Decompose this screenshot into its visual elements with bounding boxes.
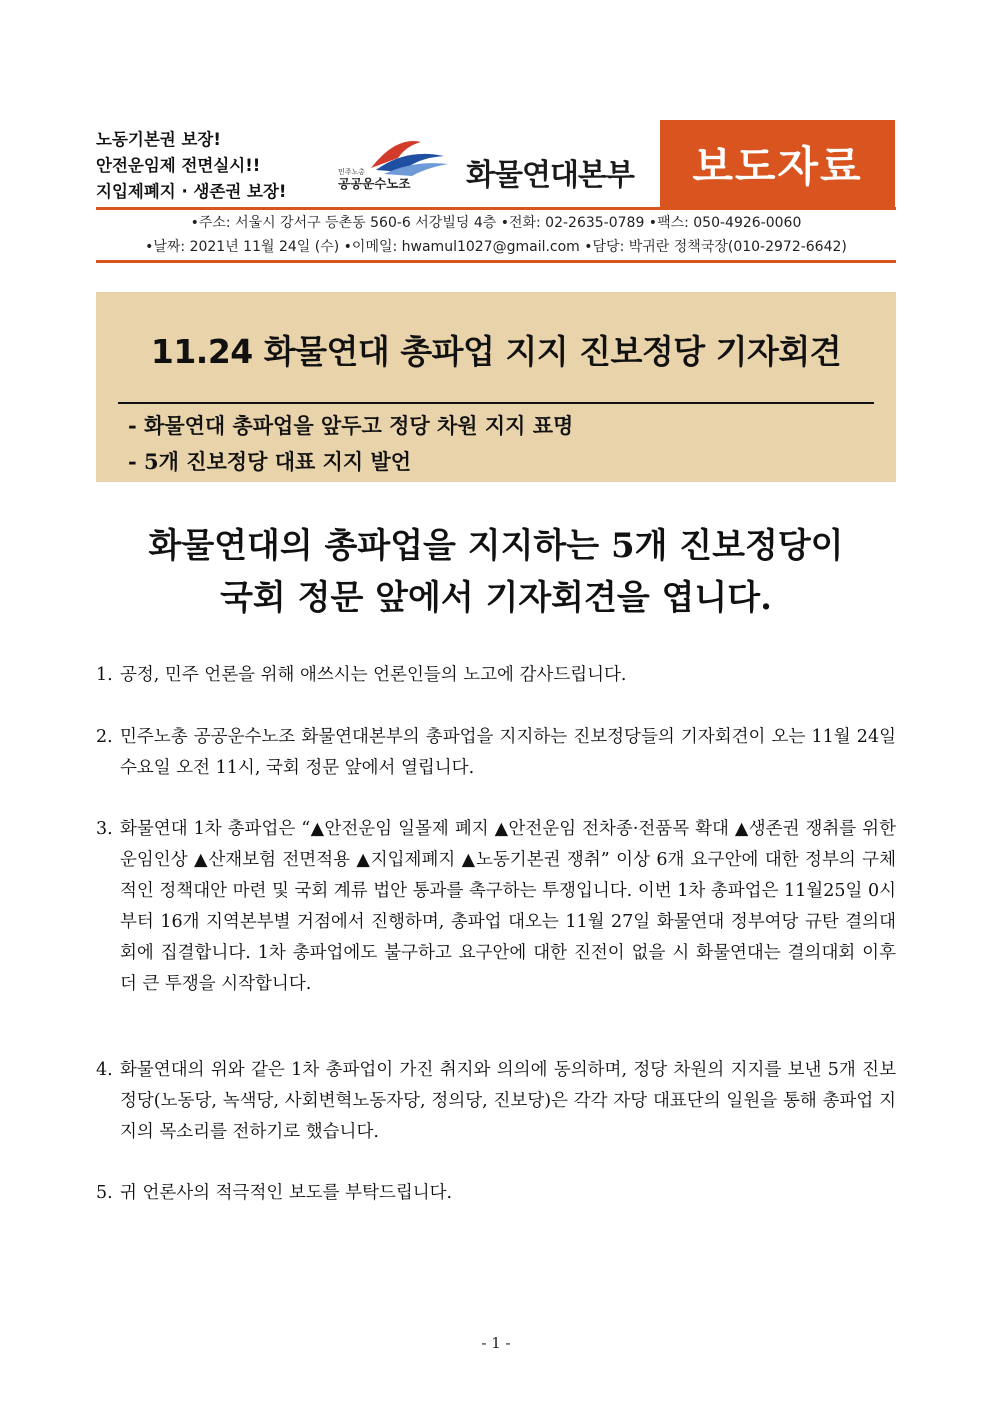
- paragraph-3: [96, 814, 896, 1000]
- paragraph-number: 3.: [96, 819, 113, 839]
- document-title: 11.24 화물연대 총파업 지지 진보정당 기자회견: [150, 332, 842, 371]
- paragraph-text: 공정, 민주 언론을 위해 애쓰시는 언론인들의 노고에 감사드립니다.: [120, 665, 627, 685]
- paragraph-number: 4.: [96, 1060, 113, 1080]
- paragraph-1: [96, 660, 896, 691]
- paragraph-number: 5.: [96, 1183, 113, 1203]
- paragraph-number: 2.: [96, 727, 113, 747]
- logo-small-text: 민주노총: [338, 168, 366, 176]
- header-divider-top: [96, 207, 896, 210]
- logo-union-text: 공공운수노조: [338, 176, 411, 191]
- contact-line-2: •날짜: 2021년 11월 24일 (수) •이메일: hwamul1027@gmail.com •담당: 박귀란 정책국장(010-2972-6642): [145, 239, 847, 255]
- paragraph-text: 화물연대 1차 총파업은 “▲안전운임 일몰제 폐지 ▲안전운임 전차종·전품목 확대 ▲생존권 쟁취를 위한 운임인상 ▲산재보험 전면적용 ▲지입제폐지 ▲노동기본권 쟁취” 이상 6개 요구안에 대한 정부의 구체적인 정책대안 마련 및 국회 계류 법안 통과를 촉구하는 투쟁입니다. 이번 1차 총파업은 11월25일 0시부터 16개 지역본부별 거점에서 진행하며, 총파업 대오는 11월 27일 화물연대 정부여당 규탄 결의대회에 집결합니다. 1차 총파업에도 불구하고 요구안에 대한 진전이 없을 시 화물연대는 결의대회 이후 더 큰 투쟁을 시작합니다.: [120, 819, 896, 994]
- union-logo: [336, 128, 466, 198]
- paragraph-number: 1.: [96, 665, 113, 685]
- contact-line-1: •주소: 서울시 강서구 등촌동 560-6 서강빌딩 4층 •전화: 02-2635-0789 •팩스: 050-4926-0060: [190, 215, 802, 231]
- slogan-2: 안전운임제 전면실시!!: [96, 156, 261, 175]
- org-name: 화물연대본부: [466, 158, 634, 193]
- title-divider: [118, 402, 874, 404]
- paragraph-4: [96, 1055, 896, 1148]
- headline-line-1: 화물연대의 총파업을 지지하는 5개 진보정당이: [148, 526, 844, 566]
- paragraph-text: 귀 언론사의 적극적인 보도를 부탁드립니다.: [120, 1183, 453, 1203]
- slogan-1: 노동기본권 보장!: [96, 130, 221, 149]
- union-logo-icon: [336, 128, 466, 198]
- paragraph-text: 화물연대의 위와 같은 1차 총파업이 가진 취지와 의의에 동의하며, 정당 차원의 지지를 보낸 5개 진보정당(노동당, 녹색당, 사회변혁노동자당, 정의당, 진보당)은 각각 자당 대표단의 일원을 통해 총파업 지지의 목소리를 전하기로 했습니다.: [120, 1060, 896, 1142]
- paragraph-2: [96, 722, 896, 784]
- slogan-3: 지입제폐지 · 생존권 보장!: [96, 182, 287, 201]
- headline-line-2: 국회 정문 앞에서 기자회견을 엽니다.: [220, 578, 772, 618]
- slogans: [96, 127, 286, 205]
- page-number: - 1 -: [481, 1334, 511, 1352]
- press-release-badge: 보도자료: [660, 120, 895, 208]
- subtitle-1: - 화물연대 총파업을 앞두고 정당 차원 지지 표명: [128, 413, 574, 438]
- header-divider-bottom: [96, 260, 896, 263]
- subtitle-2: - 5개 진보정당 대표 지지 발언: [128, 449, 412, 474]
- paragraph-5: [96, 1178, 896, 1209]
- paragraph-text: 민주노총 공공운수노조 화물연대본부의 총파업을 지지하는 진보정당들의 기자회견이 오는 11월 24일 수요일 오전 11시, 국회 정문 앞에서 열립니다.: [120, 727, 896, 778]
